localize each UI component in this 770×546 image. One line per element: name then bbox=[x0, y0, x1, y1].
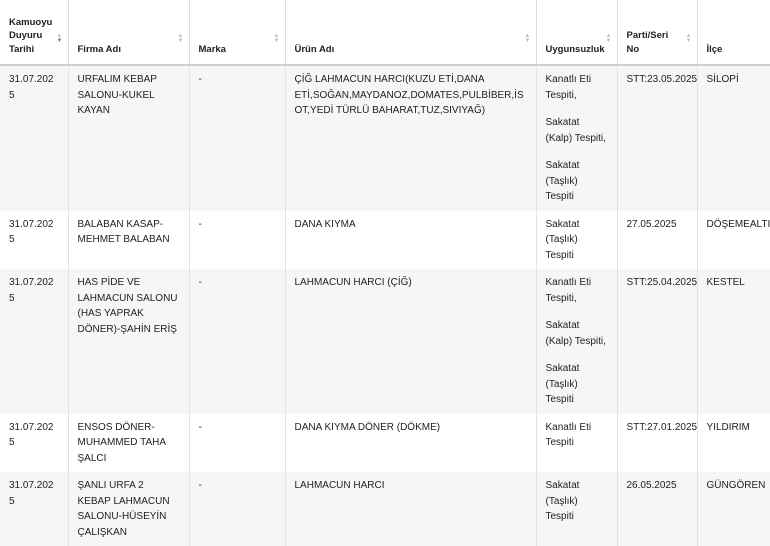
cell-date: 31.07.2025 bbox=[0, 414, 68, 473]
column-header-finding[interactable] bbox=[536, 0, 617, 65]
sort-arrows-icon[interactable]: ▲ ▼ bbox=[605, 33, 612, 44]
finding-item: Sakatat (Taşlık) Tespiti bbox=[545, 218, 580, 261]
cell-district: DÖŞEMEALTI bbox=[697, 211, 770, 270]
column-header-firm[interactable] bbox=[68, 0, 189, 65]
column-header-batch[interactable] bbox=[617, 0, 697, 65]
cell-district: GÜNGÖREN bbox=[697, 472, 770, 546]
table-row[interactable] bbox=[0, 211, 770, 270]
sort-arrows-icon[interactable]: ▲ ▼ bbox=[177, 33, 184, 44]
column-header-label: Uygunsuzluk bbox=[545, 43, 605, 55]
finding-item: Sakatat (Kalp) Tespiti, bbox=[545, 117, 606, 144]
cell-brand: - bbox=[189, 269, 285, 414]
table-row[interactable] bbox=[0, 65, 770, 211]
column-header-district[interactable] bbox=[697, 0, 770, 65]
cell-firm: URFALIM KEBAP SALONU-KUKEL KAYAN bbox=[68, 65, 189, 211]
column-header-brand[interactable] bbox=[189, 0, 285, 65]
cell-firm: HAS PİDE VE LAHMACUN SALONU (HAS YAPRAK DÖNER)-ŞAHİN ERİŞ bbox=[68, 269, 189, 414]
cell-brand: - bbox=[189, 65, 285, 211]
cell-finding bbox=[536, 211, 617, 270]
column-header-label: Kamuoyu Duyuru Tarihi bbox=[9, 17, 53, 55]
finding-item: Sakatat (Kalp) Tespiti, bbox=[545, 320, 606, 347]
column-header-date[interactable] bbox=[0, 0, 68, 65]
column-header-label: Marka bbox=[198, 43, 226, 55]
cell-product: DANA KIYMA DÖNER (DÖKME) bbox=[285, 414, 536, 473]
sort-arrows-icon[interactable]: ▲ ▼ bbox=[524, 33, 531, 44]
sort-arrows-icon[interactable]: ▲ ▼ bbox=[685, 33, 692, 44]
cell-brand: - bbox=[189, 414, 285, 473]
finding-item: Sakatat (Taşlık) Tespiti bbox=[545, 363, 580, 405]
column-header-product[interactable] bbox=[285, 0, 536, 65]
finding-item: Sakatat (Taşlık) Tespiti bbox=[545, 160, 580, 202]
column-header-label: Firma Adı bbox=[77, 43, 121, 55]
column-header-label: Ürün Adı bbox=[294, 43, 335, 55]
cell-batch: STT:25.04.2025 bbox=[617, 269, 697, 414]
cell-finding bbox=[536, 472, 617, 546]
cell-batch: 27.05.2025 bbox=[617, 211, 697, 270]
cell-finding bbox=[536, 269, 617, 414]
cell-date: 31.07.2025 bbox=[0, 269, 68, 414]
cell-brand: - bbox=[189, 472, 285, 546]
table-row[interactable] bbox=[0, 472, 770, 546]
cell-district: YILDIRIM bbox=[697, 414, 770, 473]
cell-batch: 26.05.2025 bbox=[617, 472, 697, 546]
finding-item: Kanatlı Eti Tespiti bbox=[545, 421, 592, 448]
cell-batch: STT:27.01.2025 bbox=[617, 414, 697, 473]
finding-item: Kanatlı Eti Tespiti, bbox=[545, 277, 592, 304]
cell-district: SİLOPİ bbox=[697, 65, 770, 211]
cell-product: LAHMACUN HARCI bbox=[285, 472, 536, 546]
cell-firm: ŞANLI URFA 2 KEBAP LAHMACUN SALONU-HÜSEYİN ÇALIŞKAN bbox=[68, 472, 189, 546]
table-row[interactable] bbox=[0, 414, 770, 473]
cell-product: DANA KIYMA bbox=[285, 211, 536, 270]
cell-batch: STT:23.05.2025 bbox=[617, 65, 697, 211]
sort-arrows-icon[interactable]: ▲ ▼ bbox=[56, 33, 63, 44]
cell-firm: ENSOS DÖNER-MUHAMMED TAHA ŞALCI bbox=[68, 414, 189, 473]
cell-product: LAHMACUN HARCI (ÇİĞ) bbox=[285, 269, 536, 414]
finding-item: Kanatlı Eti Tespiti, bbox=[545, 74, 592, 101]
cell-district: KESTEL bbox=[697, 269, 770, 414]
cell-brand: - bbox=[189, 211, 285, 270]
sort-arrows-icon[interactable]: ▲ ▼ bbox=[273, 33, 280, 44]
column-header-label: İlçe bbox=[706, 43, 723, 55]
cell-date: 31.07.2025 bbox=[0, 65, 68, 211]
cell-date: 31.07.2025 bbox=[0, 211, 68, 270]
cell-firm: BALABAN KASAP-MEHMET BALABAN bbox=[68, 211, 189, 270]
header-row bbox=[0, 0, 770, 65]
column-header-label: Parti/Seri No bbox=[626, 30, 669, 55]
cell-finding bbox=[536, 65, 617, 211]
table-header bbox=[0, 0, 770, 65]
table-row[interactable] bbox=[0, 269, 770, 414]
cell-product: ÇİĞ LAHMACUN HARCI(KUZU ETİ,DANA ETİ,SOĞAN,MAYDANOZ,DOMATES,PULBİBER,İSOT,YEDİ TÜRLÜ BAHARAT,TUZ,SIVIYAĞ) bbox=[285, 65, 536, 211]
table-body bbox=[0, 65, 770, 546]
cell-date: 31.07.2025 bbox=[0, 472, 68, 546]
cell-finding bbox=[536, 414, 617, 473]
finding-item: Sakatat (Taşlık) Tespiti bbox=[545, 480, 580, 522]
